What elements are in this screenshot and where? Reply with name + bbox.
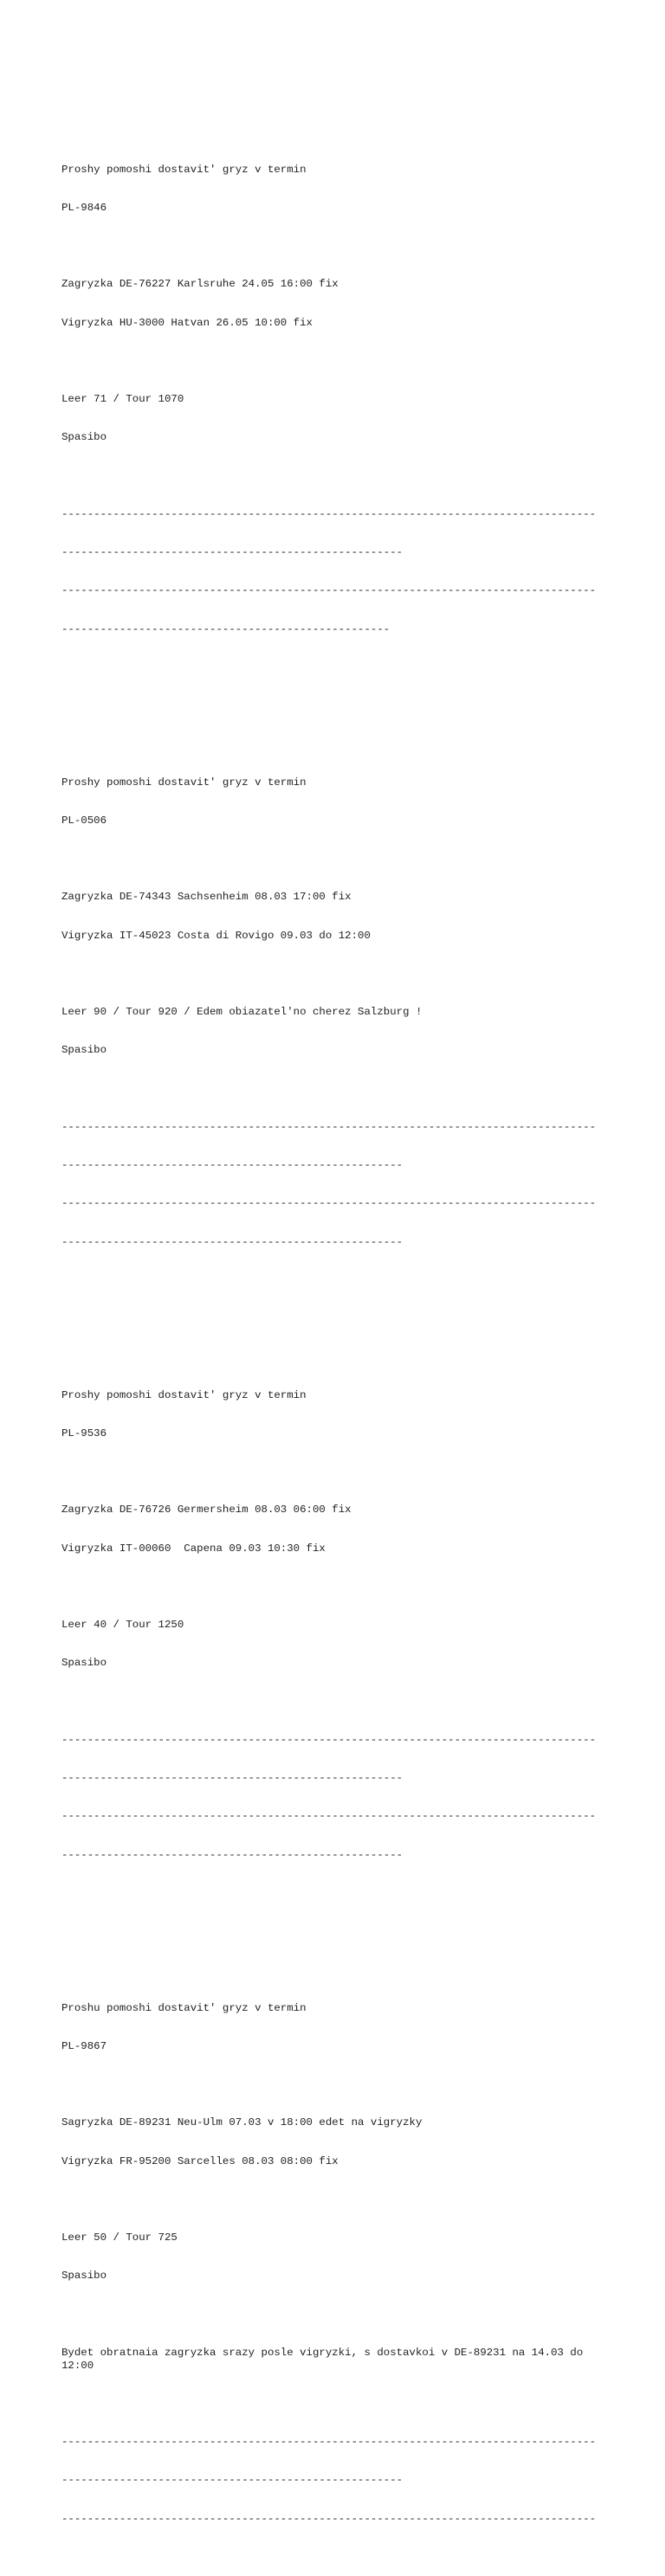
separator-line: ----------------------------------------------------- [61, 546, 404, 558]
blank-line [61, 2309, 607, 2322]
tour-line: Leer 90 / Tour 920 / Edem obiazatel'no cherez Salzburg ! [61, 1006, 423, 1018]
message-title: Proshy pomoshi dostavit' gryz v termin [61, 776, 307, 789]
message-title: Proshu pomoshi dostavit' gryz v termin [61, 2001, 307, 2014]
blank-line [61, 470, 607, 483]
separator-line: ----------------------------------------------------------------------------------- [61, 507, 597, 520]
separator-line: ----------------------------------------------------- [61, 1159, 404, 1171]
message-title: Proshy pomoshi dostavit' gryz v termin [61, 163, 307, 176]
unloading-line: Vigryzka FR-95200 Sarcelles 08.03 08:00 fix [61, 2154, 339, 2167]
blank-line [61, 853, 607, 866]
separator-line: ----------------------------------------------------------------------------------- [61, 584, 597, 597]
separator-line: ----------------------------------------------------- [61, 1235, 404, 1248]
blank-line [61, 1696, 607, 1709]
thanks-line: Spasibo [61, 1657, 107, 1670]
tour-line: Leer 40 / Tour 1250 [61, 1619, 184, 1631]
separator-line: ----------------------------------------------------- [61, 1848, 404, 1861]
separator-line: ----------------------------------------------------------------------------------- [61, 1197, 597, 1210]
separator-line: ----------------------------------------------------------------------------------- [61, 2512, 597, 2525]
return-load-note: Bydet obratnaia zagryzka srazy posle vigryzki, s dostavkoi v DE-89231 na 14.03 do 12:00 [61, 2346, 590, 2372]
separator-line: ----------------------------------------------------------------------------------- [61, 1810, 597, 1823]
blank-line [61, 355, 607, 368]
blank-line [61, 661, 607, 674]
blank-line [61, 1083, 607, 1096]
separator-line: ----------------------------------------------------- [61, 1772, 404, 1784]
separator-line: ----------------------------------------------------------------------------------- [61, 1120, 597, 1133]
message-block [61, 1976, 607, 2551]
thanks-line: Spasibo [61, 2270, 107, 2283]
blank-line [61, 1274, 607, 1287]
message-block [61, 750, 607, 1312]
loading-line: Sagryzka DE-89231 Neu-Ulm 07.03 v 18:00 edet na vigryzky [61, 2116, 423, 2129]
separator-line: --------------------------------------------------- [61, 622, 391, 635]
loading-line: Zagryzka DE-76726 Germersheim 08.03 06:00 fix [61, 1504, 352, 1517]
tour-line: Leer 50 / Tour 725 [61, 2231, 178, 2244]
blank-line [61, 1887, 607, 1900]
message-block [61, 138, 607, 699]
blank-line [61, 1465, 607, 1478]
separator-line: ----------------------------------------------------------------------------------- [61, 2436, 597, 2448]
blank-line [61, 1581, 607, 1594]
separator-line: ----------------------------------------------------------------------------------- [61, 1733, 597, 1746]
separator-line: ----------------------------------------------------- [61, 2474, 404, 2487]
loading-line: Zagryzka DE-76227 Karlsruhe 24.05 16:00 fix [61, 278, 339, 291]
message-title: Proshy pomoshi dostavit' gryz v termin [61, 1388, 307, 1401]
thanks-line: Spasibo [61, 1044, 107, 1057]
loading-line: Zagryzka DE-74343 Sachsenheim 08.03 17:00 fix [61, 891, 352, 904]
order-id: PL-9536 [61, 1426, 107, 1439]
tour-line: Leer 71 / Tour 1070 [61, 393, 184, 405]
blank-line [61, 240, 607, 253]
unloading-line: Vigryzka IT-00060 Capena 09.03 10:30 fix [61, 1542, 326, 1555]
blank-line [61, 2398, 607, 2411]
blank-line [61, 2078, 607, 2091]
blank-line [61, 2193, 607, 2206]
order-id: PL-9867 [61, 2039, 107, 2052]
unloading-line: Vigryzka IT-45023 Costa di Rovigo 09.03 do 12:00 [61, 929, 371, 942]
unloading-line: Vigryzka HU-3000 Hatvan 26.05 10:00 fix [61, 316, 313, 329]
order-id: PL-0506 [61, 814, 107, 827]
blank-line [61, 968, 607, 981]
message-block [61, 1363, 607, 1925]
order-id: PL-9846 [61, 201, 107, 214]
thanks-line: Spasibo [61, 431, 107, 444]
document-body [61, 87, 607, 2576]
